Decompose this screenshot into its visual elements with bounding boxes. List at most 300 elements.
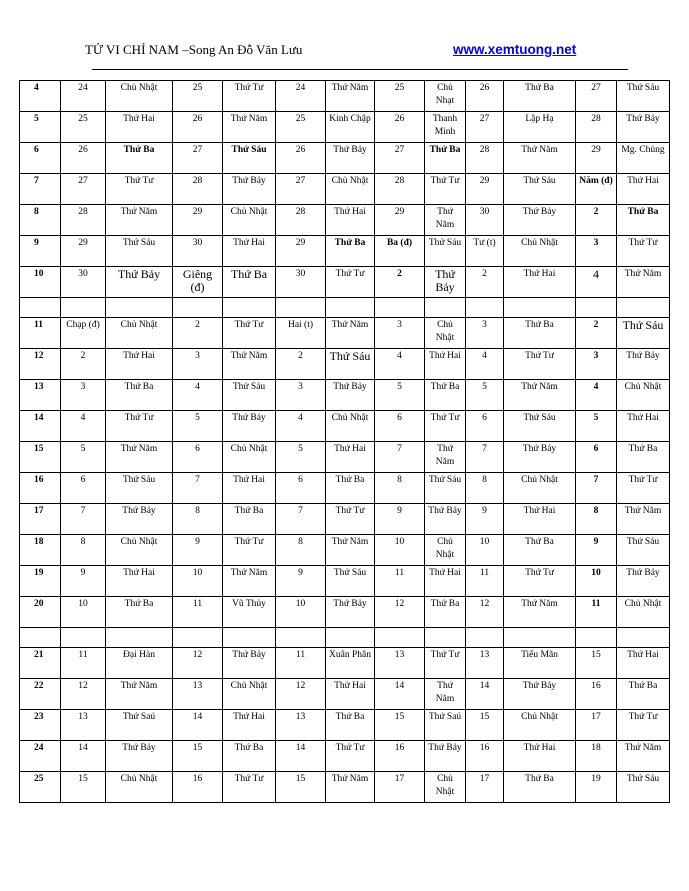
table-cell: 13 — [61, 710, 106, 741]
table-cell: 15 — [276, 772, 326, 803]
row-number: 18 — [20, 535, 61, 566]
table-row — [20, 81, 670, 112]
table-cell: Thứ Tư — [223, 81, 276, 112]
table-cell: Chủ Nhật — [106, 772, 173, 803]
table-cell: 29 — [576, 143, 617, 174]
table-cell: 27 — [173, 143, 223, 174]
table-cell: Thứ Hai — [425, 566, 466, 597]
table-cell: Thứ Sáu — [326, 566, 375, 597]
table-cell: Chủ Nhật — [425, 772, 466, 803]
table-row — [20, 112, 670, 143]
table-cell: 6 — [375, 411, 425, 442]
empty-cell — [20, 628, 61, 648]
table-cell: 11 — [276, 648, 326, 679]
table-cell: Thứ Năm — [223, 566, 276, 597]
table-cell: 8 — [576, 504, 617, 535]
table-cell: 18 — [576, 741, 617, 772]
table-cell: Thứ Bảy — [326, 597, 375, 628]
calendar-table — [19, 80, 670, 803]
table-cell: 17 — [466, 772, 504, 803]
empty-cell — [504, 628, 576, 648]
row-number: 10 — [20, 267, 61, 298]
table-row — [20, 473, 670, 504]
table-cell: Chủ Nhật — [425, 535, 466, 566]
table-cell: 7 — [276, 504, 326, 535]
table-cell: Thứ Hai — [223, 473, 276, 504]
table-cell: 29 — [276, 236, 326, 267]
table-row — [20, 349, 670, 380]
table-row — [20, 504, 670, 535]
table-cell: 17 — [375, 772, 425, 803]
row-number: 14 — [20, 411, 61, 442]
table-cell: Thứ Hai — [425, 349, 466, 380]
table-cell: Thứ Hai — [504, 267, 576, 298]
table-cell: Chủ Nhật — [504, 473, 576, 504]
table-cell: 16 — [466, 741, 504, 772]
table-cell: 30 — [173, 236, 223, 267]
calendar-body — [20, 81, 670, 803]
table-cell: Chủ Nhạt — [425, 81, 466, 112]
table-cell: 6 — [576, 442, 617, 473]
table-row — [20, 566, 670, 597]
table-cell: 9 — [173, 535, 223, 566]
row-number: 8 — [20, 205, 61, 236]
table-cell: Tiểu Mãn — [504, 648, 576, 679]
table-cell: 2 — [276, 349, 326, 380]
table-cell: Thứ Tư — [223, 772, 276, 803]
table-cell: Thứ Ba — [617, 679, 670, 710]
table-cell: Thứ Tư — [425, 174, 466, 205]
empty-cell — [276, 298, 326, 318]
table-cell: 11 — [466, 566, 504, 597]
table-cell: Thứ Ba — [504, 318, 576, 349]
table-cell: Thứ Ba — [425, 380, 466, 411]
table-cell: Thứ Năm — [326, 772, 375, 803]
table-cell: 25 — [173, 81, 223, 112]
table-cell: Thứ Tư — [106, 411, 173, 442]
row-number: 13 — [20, 380, 61, 411]
table-cell: 24 — [276, 81, 326, 112]
table-cell: 7 — [576, 473, 617, 504]
empty-cell — [223, 298, 276, 318]
table-cell: 3 — [61, 380, 106, 411]
table-cell: 12 — [276, 679, 326, 710]
table-cell: 29 — [173, 205, 223, 236]
table-cell: 5 — [276, 442, 326, 473]
table-cell: 6 — [61, 473, 106, 504]
table-cell: 13 — [466, 648, 504, 679]
table-row — [20, 318, 670, 349]
table-cell: 2 — [576, 318, 617, 349]
table-cell: Thứ Bảy — [106, 267, 173, 298]
table-cell: Thứ Ba — [106, 380, 173, 411]
empty-cell — [375, 298, 425, 318]
table-cell: 11 — [375, 566, 425, 597]
table-cell: 9 — [61, 566, 106, 597]
table-cell: Thứ Tư — [504, 566, 576, 597]
table-cell: 7 — [466, 442, 504, 473]
table-cell: Thứ Saú — [425, 710, 466, 741]
row-number: 16 — [20, 473, 61, 504]
table-cell: Tư (t) — [466, 236, 504, 267]
table-cell: 5 — [466, 380, 504, 411]
empty-cell — [466, 298, 504, 318]
row-number: 23 — [20, 710, 61, 741]
table-cell: 17 — [576, 710, 617, 741]
table-cell: Thứ Hai — [617, 648, 670, 679]
table-cell: 10 — [173, 566, 223, 597]
table-cell: Thứ Sáu — [425, 236, 466, 267]
table-cell: 9 — [276, 566, 326, 597]
table-cell: Thứ Hai — [326, 205, 375, 236]
table-cell: Thứ Bảy — [106, 504, 173, 535]
table-cell: Thanh Minh — [425, 112, 466, 143]
table-row — [20, 597, 670, 628]
table-cell: 27 — [61, 174, 106, 205]
table-cell: Thứ Năm — [617, 267, 670, 298]
empty-cell — [106, 298, 173, 318]
table-cell: 9 — [466, 504, 504, 535]
empty-cell — [173, 628, 223, 648]
table-cell: Thứ Bảy — [326, 380, 375, 411]
table-cell: Thứ Bảy — [326, 143, 375, 174]
table-cell: Chủ Nhật — [425, 318, 466, 349]
table-cell: Chủ Nhật — [326, 174, 375, 205]
table-cell: 4 — [173, 380, 223, 411]
table-cell: Thứ Sáu — [617, 81, 670, 112]
empty-cell — [61, 298, 106, 318]
table-cell: 25 — [375, 81, 425, 112]
table-cell: 14 — [276, 741, 326, 772]
table-row — [20, 267, 670, 298]
table-cell: Mg. Chủng — [617, 143, 670, 174]
empty-cell — [20, 298, 61, 318]
table-cell: 15 — [61, 772, 106, 803]
table-cell: Thứ Năm — [326, 81, 375, 112]
table-cell: 11 — [173, 597, 223, 628]
table-cell: 2 — [576, 205, 617, 236]
table-cell: Thứ Ba — [425, 597, 466, 628]
table-cell: 11 — [61, 648, 106, 679]
table-cell: 3 — [375, 318, 425, 349]
table-cell: Thứ Ba — [223, 741, 276, 772]
table-cell: Thứ Ba — [106, 143, 173, 174]
table-cell: 10 — [61, 597, 106, 628]
table-cell: Thứ Sáu — [106, 236, 173, 267]
table-cell: 8 — [173, 504, 223, 535]
table-cell: 28 — [173, 174, 223, 205]
table-cell: 4 — [576, 380, 617, 411]
table-cell: Chủ Nhật — [617, 380, 670, 411]
table-cell: 10 — [375, 535, 425, 566]
table-row — [20, 442, 670, 473]
table-row — [20, 535, 670, 566]
table-cell: Thứ Hai — [106, 349, 173, 380]
table-cell: 26 — [466, 81, 504, 112]
table-cell: Thứ Ba — [326, 473, 375, 504]
table-cell: 3 — [466, 318, 504, 349]
table-row — [20, 411, 670, 442]
table-cell: 8 — [466, 473, 504, 504]
table-cell: Thứ Năm — [326, 318, 375, 349]
table-cell: 5 — [173, 411, 223, 442]
table-cell: 30 — [61, 267, 106, 298]
table-cell: Thứ Sáu — [106, 473, 173, 504]
table-cell: 10 — [576, 566, 617, 597]
table-cell: Thứ Năm — [504, 597, 576, 628]
table-cell: 11 — [576, 597, 617, 628]
empty-cell — [326, 298, 375, 318]
table-cell: Thứ Năm — [106, 205, 173, 236]
empty-cell — [276, 628, 326, 648]
table-cell: Thứ Sáu — [425, 473, 466, 504]
table-cell: Thứ Hai — [617, 411, 670, 442]
table-cell: 16 — [576, 679, 617, 710]
table-cell: 15 — [466, 710, 504, 741]
table-cell: 15 — [375, 710, 425, 741]
table-cell: 2 — [61, 349, 106, 380]
row-number: 21 — [20, 648, 61, 679]
table-cell: Lập Hạ — [504, 112, 576, 143]
table-cell: Thứ Năm — [504, 380, 576, 411]
table-cell: 29 — [375, 205, 425, 236]
table-cell: 29 — [61, 236, 106, 267]
table-cell: 27 — [576, 81, 617, 112]
table-cell: Chủ Nhật — [223, 205, 276, 236]
table-row — [20, 236, 670, 267]
table-cell: 15 — [173, 741, 223, 772]
table-cell: Thứ Bảy — [617, 349, 670, 380]
table-cell: Thứ Sáu — [617, 772, 670, 803]
document-title: TỬ VI CHỈ NAM –Song An Đỗ Văn Lưu — [85, 42, 303, 57]
table-cell: Thứ Hai — [326, 442, 375, 473]
table-cell: Thứ Bảy — [425, 504, 466, 535]
table-cell: 7 — [61, 504, 106, 535]
table-cell: Thứ Ba — [223, 267, 276, 298]
table-cell: Thứ Tư — [425, 411, 466, 442]
table-cell: Thứ Ba — [504, 535, 576, 566]
table-cell: 28 — [61, 205, 106, 236]
row-number: 22 — [20, 679, 61, 710]
table-cell: Thứ Năm — [425, 679, 466, 710]
table-cell: Chạp (đ) — [61, 318, 106, 349]
table-cell: 4 — [576, 267, 617, 298]
table-cell: 28 — [375, 174, 425, 205]
table-cell: 14 — [173, 710, 223, 741]
row-number: 11 — [20, 318, 61, 349]
table-cell: 26 — [276, 143, 326, 174]
table-cell: Xuân Phân — [326, 648, 375, 679]
table-cell: 5 — [61, 442, 106, 473]
table-cell: 10 — [466, 535, 504, 566]
table-cell: Chủ Nhật — [106, 81, 173, 112]
row-number: 9 — [20, 236, 61, 267]
table-cell: Thứ Tư — [425, 648, 466, 679]
table-row — [20, 741, 670, 772]
empty-cell — [425, 298, 466, 318]
table-cell: Thứ Bảy — [504, 679, 576, 710]
table-cell: Kinh Chập — [326, 112, 375, 143]
empty-cell — [576, 628, 617, 648]
table-cell: Ba (đ) — [375, 236, 425, 267]
empty-cell — [106, 628, 173, 648]
table-cell: 8 — [375, 473, 425, 504]
table-cell: Thứ Bảy — [223, 648, 276, 679]
table-cell: 26 — [375, 112, 425, 143]
table-cell: Chủ Nhật — [223, 442, 276, 473]
table-cell: Hai (t) — [276, 318, 326, 349]
table-cell: Thứ Ba — [617, 442, 670, 473]
table-row — [20, 710, 670, 741]
table-cell: 25 — [276, 112, 326, 143]
table-cell: Thứ Sáu — [504, 174, 576, 205]
row-number: 15 — [20, 442, 61, 473]
table-cell: Thứ Tư — [326, 741, 375, 772]
table-cell: Thứ Ba — [223, 504, 276, 535]
table-cell: 25 — [61, 112, 106, 143]
table-cell: 26 — [173, 112, 223, 143]
table-cell: Thứ Bảy — [504, 442, 576, 473]
table-cell: 12 — [375, 597, 425, 628]
header-rule — [92, 69, 628, 70]
row-number: 25 — [20, 772, 61, 803]
table-cell: Thứ Hai — [223, 710, 276, 741]
table-cell: 29 — [466, 174, 504, 205]
table-cell: 14 — [375, 679, 425, 710]
empty-cell — [425, 628, 466, 648]
table-cell: 24 — [61, 81, 106, 112]
table-cell: Thứ Ba — [326, 236, 375, 267]
table-cell: Thứ Sáu — [617, 535, 670, 566]
table-cell: Thứ Bảy — [425, 741, 466, 772]
table-cell: 8 — [276, 535, 326, 566]
table-cell: Thứ Ba — [425, 143, 466, 174]
table-row — [20, 648, 670, 679]
table-cell: 27 — [375, 143, 425, 174]
table-cell: Thứ Hai — [504, 504, 576, 535]
table-cell: Thứ Tư — [223, 318, 276, 349]
table-cell: 12 — [466, 597, 504, 628]
table-cell: Chủ Nhật — [504, 236, 576, 267]
empty-cell — [466, 628, 504, 648]
table-cell: 6 — [173, 442, 223, 473]
table-cell: Thứ Tư — [617, 236, 670, 267]
table-cell: Thứ Năm — [504, 143, 576, 174]
table-cell: Chủ Nhật — [223, 679, 276, 710]
website-link[interactable]: www.xemtuong.net — [453, 42, 577, 57]
table-cell: 13 — [173, 679, 223, 710]
table-cell: Thứ Sáu — [223, 380, 276, 411]
table-cell: 26 — [61, 143, 106, 174]
table-cell: 8 — [61, 535, 106, 566]
table-cell: 7 — [173, 473, 223, 504]
table-cell: Thứ Năm — [425, 442, 466, 473]
row-number: 4 — [20, 81, 61, 112]
page-header — [85, 42, 605, 60]
row-number: 12 — [20, 349, 61, 380]
table-cell: 5 — [375, 380, 425, 411]
spacer-row — [20, 628, 670, 648]
table-cell: 2 — [173, 318, 223, 349]
table-cell: Thứ Tư — [617, 473, 670, 504]
row-number: 19 — [20, 566, 61, 597]
empty-cell — [173, 298, 223, 318]
table-cell: Thứ Tư — [504, 349, 576, 380]
table-row — [20, 174, 670, 205]
table-cell: 3 — [576, 349, 617, 380]
table-cell: Thứ Hai — [106, 566, 173, 597]
table-cell: Thứ Hai — [326, 679, 375, 710]
table-cell: Thứ Bảy — [617, 566, 670, 597]
table-cell: Thứ Sáu — [617, 318, 670, 349]
table-cell: Thứ Năm — [223, 349, 276, 380]
row-number: 5 — [20, 112, 61, 143]
empty-cell — [576, 298, 617, 318]
table-cell: Thứ Sáu — [326, 349, 375, 380]
empty-cell — [223, 628, 276, 648]
table-cell: 4 — [61, 411, 106, 442]
table-cell: 27 — [276, 174, 326, 205]
empty-cell — [504, 298, 576, 318]
table-cell: Thứ Ba — [504, 772, 576, 803]
table-cell: Thứ Năm — [617, 741, 670, 772]
empty-cell — [617, 298, 670, 318]
table-cell: 16 — [173, 772, 223, 803]
table-row — [20, 772, 670, 803]
table-cell: Thứ Năm — [223, 112, 276, 143]
table-cell: Chủ Nhật — [617, 597, 670, 628]
table-cell: Thứ Hai — [617, 174, 670, 205]
table-cell: 30 — [276, 267, 326, 298]
table-cell: Thứ Ba — [504, 81, 576, 112]
table-cell: Thứ Ba — [617, 205, 670, 236]
table-cell: 7 — [375, 442, 425, 473]
table-cell: Thứ Bảy — [425, 267, 466, 298]
table-cell: Chủ Nhật — [106, 318, 173, 349]
row-number: 20 — [20, 597, 61, 628]
table-cell: Vũ Thủy — [223, 597, 276, 628]
row-number: 24 — [20, 741, 61, 772]
empty-cell — [326, 628, 375, 648]
table-cell: 13 — [276, 710, 326, 741]
table-cell: 12 — [61, 679, 106, 710]
table-cell: Thứ Hai — [223, 236, 276, 267]
table-cell: Thứ Ba — [106, 597, 173, 628]
table-row — [20, 205, 670, 236]
table-cell: 13 — [375, 648, 425, 679]
table-cell: Thứ Tư — [326, 504, 375, 535]
table-cell: 3 — [276, 380, 326, 411]
table-cell: Thứ Bảy — [106, 741, 173, 772]
table-cell: Thứ Tư — [106, 174, 173, 205]
table-cell: Thứ Ba — [326, 710, 375, 741]
table-cell: Thứ Bảy — [223, 411, 276, 442]
table-cell: 28 — [576, 112, 617, 143]
table-cell: 12 — [173, 648, 223, 679]
table-row — [20, 380, 670, 411]
table-cell: Thứ Năm — [106, 442, 173, 473]
table-cell: 27 — [466, 112, 504, 143]
spacer-row — [20, 298, 670, 318]
table-cell: Thứ Hai — [504, 741, 576, 772]
table-cell: 5 — [576, 411, 617, 442]
empty-cell — [617, 628, 670, 648]
table-cell: Thứ Saú — [106, 710, 173, 741]
table-cell: 16 — [375, 741, 425, 772]
table-cell: Thứ Bảy — [223, 174, 276, 205]
table-cell: Năm (đ) — [576, 174, 617, 205]
table-cell: Thứ Sáu — [223, 143, 276, 174]
